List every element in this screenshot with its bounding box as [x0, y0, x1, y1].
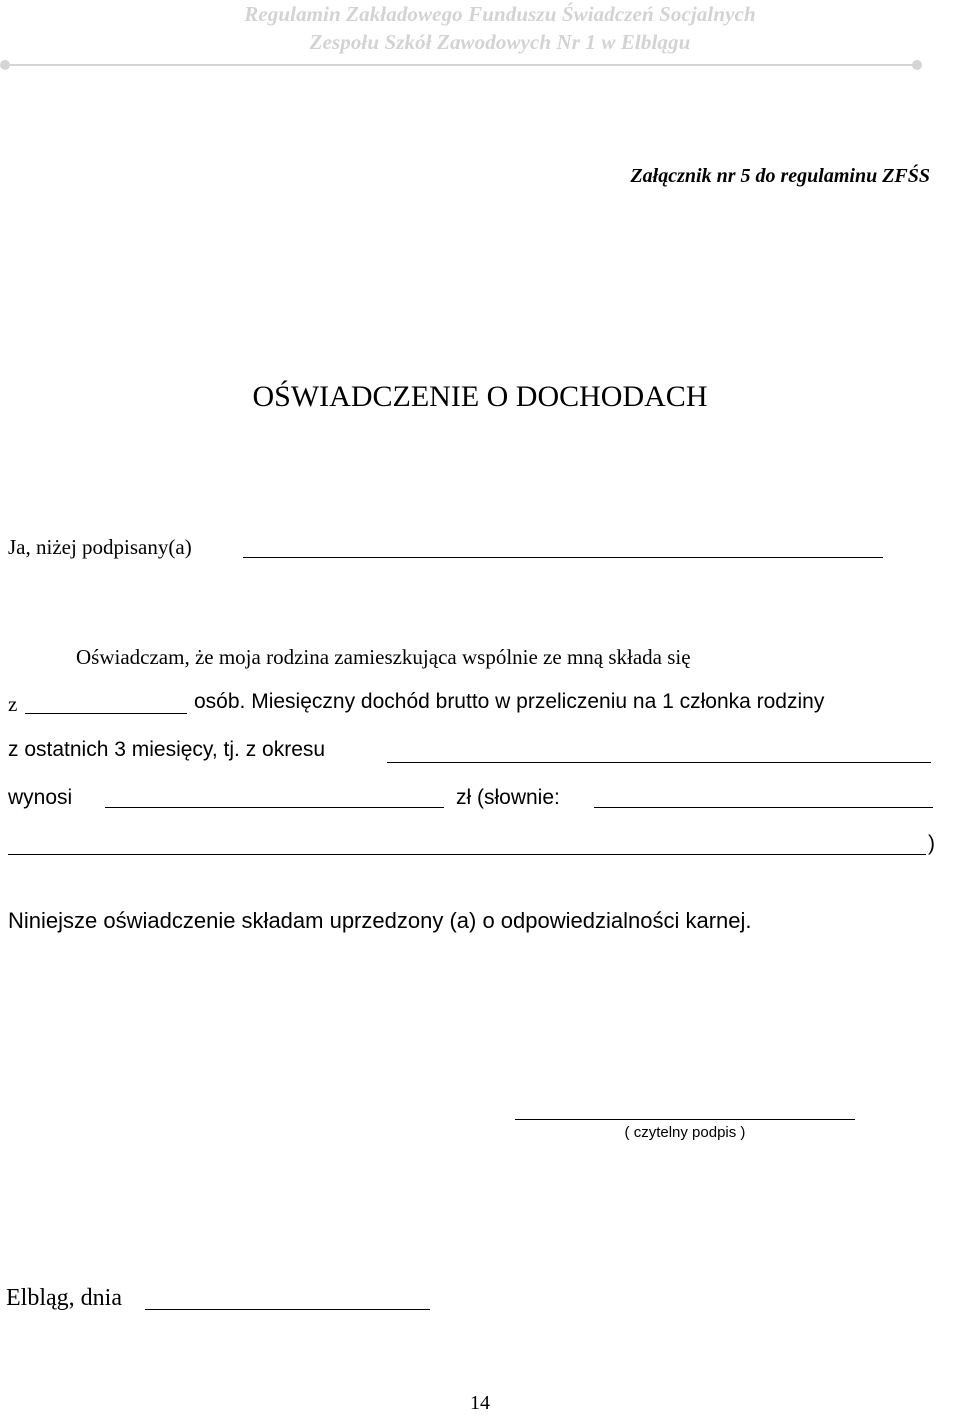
date-field-line[interactable]	[145, 1309, 430, 1310]
page-number: 14	[470, 1392, 490, 1414]
header-title-line2: Zespołu Szkół Zawodowych Nr 1 w Elblągu	[309, 30, 691, 54]
z-label: z	[8, 692, 18, 716]
header-rule	[6, 64, 916, 66]
place-date-label: Elbląg, dnia	[6, 1285, 122, 1311]
name-field-line[interactable]	[243, 557, 883, 558]
signature-caption: ( czytelny podpis )	[624, 1124, 746, 1141]
signed-label: Ja, niżej podpisany(a)	[8, 535, 192, 559]
words-label: zł (słownie:	[456, 786, 560, 809]
words-field-line[interactable]	[594, 807, 933, 808]
amount-field-line[interactable]	[105, 807, 444, 808]
period-field-line[interactable]	[387, 762, 931, 763]
close-paren: )	[928, 832, 935, 855]
persons-text: osób. Miesięczny dochód brutto w przeliczeniu na 1 członka rodziny	[194, 690, 825, 713]
words-continuation-line[interactable]	[8, 854, 926, 855]
period-text: z ostatnich 3 miesięcy, tj. z okresu	[8, 738, 326, 761]
header-title-line1: Regulamin Zakładowego Funduszu Świadczeń Socjalnych	[244, 2, 756, 26]
amount-label: wynosi	[8, 786, 73, 809]
signature-line[interactable]	[515, 1119, 855, 1120]
attachment-note: Załącznik nr 5 do regulaminu ZFŚS	[630, 165, 930, 187]
responsibility-text: Niniejsze oświadczenie składam uprzedzony (a) o odpowiedzialności karnej.	[8, 908, 752, 933]
persons-count-line[interactable]	[25, 713, 187, 714]
header-rule-right-dot	[912, 60, 922, 70]
declaration-text: Oświadczam, że moja rodzina zamieszkująca wspólnie ze mną składa się	[76, 645, 691, 669]
document-title: OŚWIADCZENIE O DOCHODACH	[252, 380, 708, 413]
